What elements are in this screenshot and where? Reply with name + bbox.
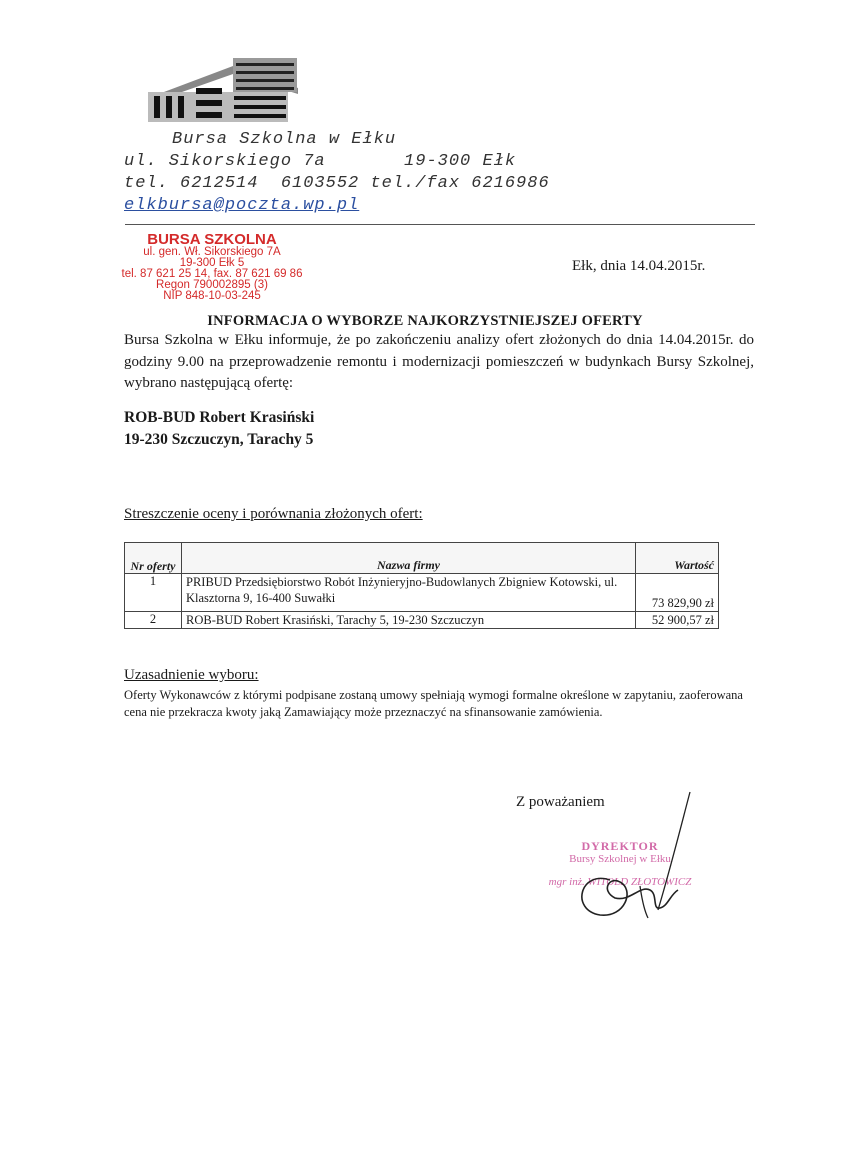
offers-table [124,542,719,629]
letterhead-phone: tel. 6212514 6103552 tel./fax 6216986 [124,174,550,193]
header-nr: Nr oferty [125,543,182,574]
cell-nr: 1 [125,574,182,612]
handwritten-signature [540,790,710,930]
header-divider [125,224,755,225]
letter-date: Ełk, dnia 14.04.2015r. [572,258,706,274]
justification-text: Oferty Wykonawców z którymi podpisane zostaną umowy spełniają wymogi formalne określone w zapytaniu, zaoferowana cena nie przekracza kwoty jaką Zamawiający może przeznaczyć na sfinansowanie zamówienia. [124,688,743,719]
closing-phrase: Z poważaniem [516,794,605,810]
table-row [125,612,719,629]
cell-value: 73 829,90 zł [636,574,719,612]
cell-nr: 2 [125,612,182,629]
cell-name: ROB-BUD Robert Krasiński, Tarachy 5, 19-230 Szczuczyn [182,612,636,629]
stamp-name: BURSA SZKOLNA [147,231,277,248]
stamp-phones: tel. 87 621 25 14, fax. 87 621 69 86 [121,268,303,280]
table-header-row [125,543,719,574]
justification-heading: Uzasadnienie wyboru: [124,667,259,683]
director-title: DYREKTOR [581,839,659,853]
winner-name: ROB-BUD Robert Krasiński [124,409,315,426]
cell-name: PRIBUD Przedsiębiorstwo Robót Inżynieryjno-Budowlanych Zbigniew Kotowski, ul. Klasztorna 9, 16-400 Suwałki [182,574,636,612]
summary-heading: Streszczenie oceny i porównania złożonych ofert: [124,506,423,522]
building-logo [148,58,300,126]
director-institution: Bursy Szkolnej w Ełku [569,853,671,865]
document-title: INFORMACJA O WYBORZE NAJKORZYSTNIEJSZEJ OFERTY [207,313,643,329]
director-name: mgr inż. WITOLD ZŁOTOWICZ [548,876,692,888]
header-name: Nazwa firmy [182,543,636,574]
table-row [125,574,719,612]
letterhead-address: ul. Sikorskiego 7a 19-300 Ełk [124,152,517,171]
header-value: Wartość [636,543,719,574]
letterhead-org-name: Bursa Szkolna w Ełku [172,130,397,149]
org-stamp [112,232,312,302]
stamp-regon: Regon 790002895 (3) [156,279,268,291]
cell-value: 52 900,57 zł [636,612,719,629]
stamp-street: ul. gen. Wł. Sikorskiego 7A [143,246,281,258]
letterhead-email-link[interactable]: elkbursa@poczta.wp.pl [124,196,360,215]
winner-block [124,407,314,451]
stamp-city: 19-300 Ełk 5 [179,257,245,269]
body-paragraph: Bursa Szkolna w Ełku informuje, że po zakończeniu analizy ofert złożonych do dnia 14.04.2015r. do godziny 9.00 na przeprowadzenie remontu i modernizacji pomieszczeń w budynkach Bursy Szkolnej, wybrano następującą ofertę: [124,332,754,391]
stamp-nip: NIP 848-10-03-245 [163,290,261,302]
winner-address: 19-230 Szczuczyn, Tarachy 5 [124,431,314,448]
